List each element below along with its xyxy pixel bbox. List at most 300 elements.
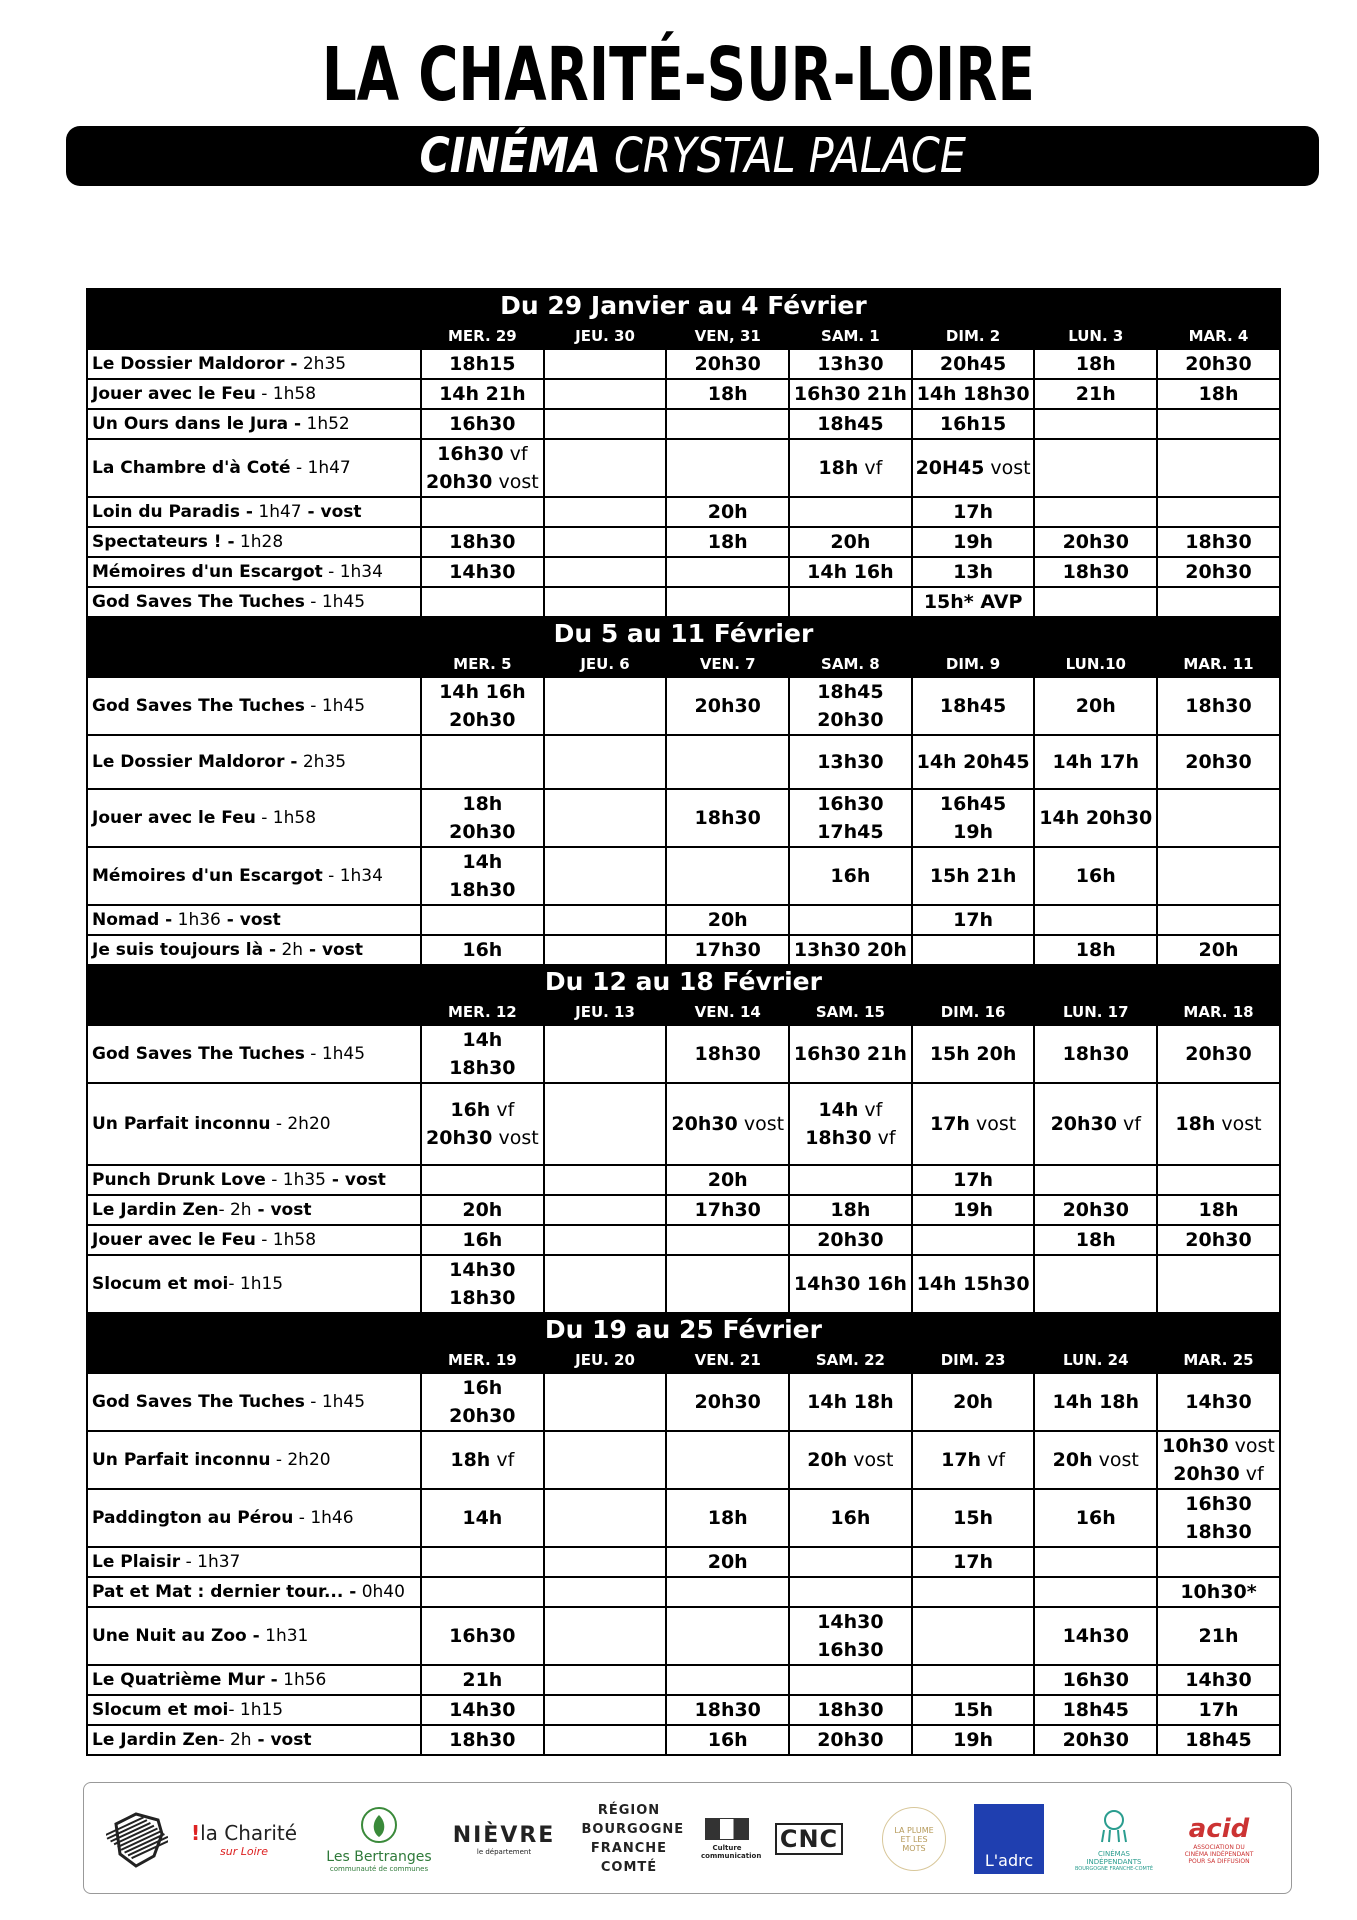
- showtime-cell: [1157, 735, 1280, 789]
- showtime: 20h30: [1050, 1113, 1117, 1135]
- showtime: 21h: [1198, 1625, 1239, 1647]
- showtime-cell: [421, 1195, 544, 1225]
- day-header: VEN, 31: [666, 323, 789, 349]
- showtime: 14h 21h: [439, 383, 526, 405]
- week-title: Du 29 Janvier au 4 Février: [87, 289, 1280, 323]
- showtime: 16h: [830, 1507, 871, 1529]
- film-title: Le Dossier Maldoror -: [92, 752, 298, 772]
- film-title-cell: [87, 1577, 421, 1607]
- showtime-cell: [912, 1431, 1035, 1489]
- showtime-line: [424, 468, 541, 496]
- film-title: Jouer avec le Feu: [92, 384, 256, 404]
- showtime: 14h30: [449, 561, 516, 583]
- showtime: 20h30: [426, 471, 493, 493]
- showtime: 14h 20h30: [1039, 807, 1153, 829]
- showtime: 20H45: [915, 457, 985, 479]
- showtime: 14h30: [1185, 1391, 1252, 1413]
- showtime-cell: [421, 557, 544, 587]
- les-bertranges-logo: [324, 1783, 434, 1895]
- showtime: 15h 21h: [929, 865, 1017, 887]
- showtime: 16h30: [817, 1639, 884, 1661]
- showtime: 20h30: [817, 1729, 884, 1751]
- showtime-cell: [912, 847, 1035, 905]
- showtime-cell: [544, 1725, 667, 1755]
- showtime-cell: [421, 1577, 544, 1607]
- showtime-cell: [912, 557, 1035, 587]
- showtime: 21h: [462, 1669, 503, 1691]
- film-row: [87, 905, 1280, 935]
- day-header: LUN. 17: [1034, 999, 1157, 1025]
- cinema-name: CRYSTAL PALACE: [600, 128, 966, 184]
- film-row: [87, 409, 1280, 439]
- showtime: 18h: [707, 1507, 748, 1529]
- film-title-cell: [87, 527, 421, 557]
- film-title-cell: [87, 439, 421, 497]
- showtime: 16h: [462, 1229, 503, 1251]
- day-header: DIM. 2: [912, 323, 1035, 349]
- showtime-cell: [912, 1725, 1035, 1755]
- showtime: 18h30: [694, 807, 761, 829]
- showtime-cell: [1157, 1607, 1280, 1665]
- showtime: 14h 18h: [1052, 1391, 1140, 1413]
- film-version: - vost: [325, 1170, 386, 1190]
- film-row: [87, 735, 1280, 789]
- film-duration: - 2h20: [270, 1450, 331, 1470]
- film-duration: 1h56: [277, 1670, 327, 1690]
- film-duration: - 1h45: [304, 1044, 366, 1064]
- day-header: DIM. 9: [912, 651, 1035, 677]
- day-header: LUN. 3: [1034, 323, 1157, 349]
- showtime-cell: [789, 1725, 912, 1755]
- film-title-cell: [87, 905, 421, 935]
- showtime-cell: [912, 1225, 1035, 1255]
- film-title: Nomad -: [92, 910, 173, 930]
- film-row: [87, 1695, 1280, 1725]
- showtime-cell: [1034, 1225, 1157, 1255]
- showtime: 17h: [953, 501, 994, 523]
- film-title: La Chambre d'à Coté: [92, 458, 291, 478]
- logo-text: CNC: [775, 1823, 843, 1855]
- showtime-cell: [912, 379, 1035, 409]
- showtime: 14h 18h30: [916, 383, 1030, 405]
- showtime-cell: [1157, 1225, 1280, 1255]
- logo-subtext: BOURGOGNE FRANCHE-COMTÉ: [1074, 1866, 1154, 1872]
- showtime-cell: [666, 677, 789, 735]
- showtime-cell: [544, 409, 667, 439]
- showtime: 18h30: [449, 531, 516, 553]
- film-duration: - 1h47: [290, 458, 351, 478]
- showtime: 20h30: [449, 1405, 516, 1427]
- film-duration: 1h31: [259, 1626, 309, 1646]
- showtime: 18h45: [817, 413, 884, 435]
- showtime-cell: [912, 527, 1035, 557]
- showtime: 16h45: [939, 793, 1007, 815]
- showtime-line: [424, 1256, 541, 1284]
- showtime-cell: [789, 379, 912, 409]
- showtime-cell: [789, 557, 912, 587]
- film-title: Une Nuit au Zoo -: [92, 1626, 260, 1646]
- film-row: [87, 1083, 1280, 1165]
- showtime: 18h: [1198, 383, 1239, 405]
- showtime-cell: [912, 1255, 1035, 1313]
- day-header: JEU. 13: [544, 999, 667, 1025]
- film-duration: - 2h: [218, 1730, 252, 1750]
- day-header: MAR. 4: [1157, 323, 1280, 349]
- showtime: 18h: [1075, 939, 1116, 961]
- showtime-cell: [1034, 789, 1157, 847]
- film-title-cell: [87, 677, 421, 735]
- showtime-line: [424, 1026, 541, 1054]
- film-duration: 1h47: [252, 502, 302, 522]
- showtime: 20h30: [671, 1113, 738, 1135]
- showtime: 15h: [953, 1507, 994, 1529]
- showtime-cell: [1034, 1695, 1157, 1725]
- day-header-row: [87, 1347, 1280, 1373]
- showtime-cell: [1157, 1547, 1280, 1577]
- showtime: 20h: [807, 1449, 848, 1471]
- film-row: [87, 847, 1280, 905]
- week-title-row: [87, 965, 1280, 999]
- showtime-cell: [912, 1665, 1035, 1695]
- showtime-cell: [421, 587, 544, 617]
- showtime-cell: [544, 1373, 667, 1431]
- film-title-cell: [87, 847, 421, 905]
- showtime: 20h30: [817, 709, 884, 731]
- showtime-cell: [912, 349, 1035, 379]
- showtime-cell: [789, 439, 912, 497]
- showtime: 13h: [953, 561, 994, 583]
- showtime: 16h: [462, 1377, 503, 1399]
- showtime: 16h30 21h: [793, 383, 907, 405]
- showtime: 20h: [1198, 939, 1239, 961]
- showtime-cell: [789, 1695, 912, 1725]
- film-row: [87, 935, 1280, 965]
- showtime-cell: [1034, 409, 1157, 439]
- showtime-cell: [421, 735, 544, 789]
- film-title-cell: [87, 1725, 421, 1755]
- showtime: 18h30: [1062, 1043, 1129, 1065]
- showtime-cell: [544, 439, 667, 497]
- showtime-cell: [544, 677, 667, 735]
- showtime-cell: [1034, 1725, 1157, 1755]
- showtime: 14h30: [1185, 1669, 1252, 1691]
- film-duration: - 2h: [218, 1200, 252, 1220]
- film-title: Un Ours dans le Jura -: [92, 414, 302, 434]
- showtime-cell: [421, 379, 544, 409]
- film-title-cell: [87, 1195, 421, 1225]
- film-title: Loin du Paradis -: [92, 502, 253, 522]
- film-title-cell: [87, 557, 421, 587]
- showtime-cell: [421, 789, 544, 847]
- film-title: Le Quatrième Mur -: [92, 1670, 278, 1690]
- film-row: [87, 557, 1280, 587]
- film-title: God Saves The Tuches: [92, 1044, 305, 1064]
- showtime: 17h30: [694, 1199, 761, 1221]
- film-title-cell: [87, 735, 421, 789]
- film-row: [87, 1607, 1280, 1665]
- logo-text: Culture communication: [701, 1844, 762, 1860]
- showtime-cell: [544, 379, 667, 409]
- showtime-cell: [666, 349, 789, 379]
- showtime-cell: [666, 1577, 789, 1607]
- showtime: 18h: [450, 1449, 491, 1471]
- showtime: 20h30: [1062, 1199, 1129, 1221]
- showtime: 15h 20h: [929, 1043, 1017, 1065]
- showtime-cell: [1157, 527, 1280, 557]
- film-row: [87, 527, 1280, 557]
- showtime-version: vost: [1092, 1449, 1139, 1471]
- film-column-header: [87, 323, 421, 349]
- showtime: 18h45: [817, 681, 884, 703]
- film-title-cell: [87, 1431, 421, 1489]
- film-duration: - 1h45: [304, 1392, 366, 1412]
- showtime-cell: [666, 497, 789, 527]
- film-title-cell: [87, 379, 421, 409]
- showtime-cell: [544, 1695, 667, 1725]
- showtime-cell: [544, 847, 667, 905]
- film-duration: - 1h45: [304, 696, 366, 716]
- showtime: 20h30: [1173, 1463, 1240, 1485]
- showtime-cell: [666, 409, 789, 439]
- showtime: 14h30: [449, 1699, 516, 1721]
- showtime: 14h: [462, 1029, 503, 1051]
- showtime: 18h30: [817, 1699, 884, 1721]
- showtime: 18h30: [449, 1057, 516, 1079]
- showtime-line: [792, 790, 909, 818]
- showtime-cell: [421, 847, 544, 905]
- showtime: 17h45: [817, 821, 884, 843]
- showtime-cell: [544, 349, 667, 379]
- showtime-cell: [421, 1165, 544, 1195]
- showtime: 14h 16h: [439, 681, 526, 703]
- logo-text: CINÉMAS INDÉPENDANTS: [1086, 1850, 1142, 1866]
- showtime-version: vf: [871, 1127, 896, 1149]
- showtime-version: vost: [847, 1449, 894, 1471]
- film-title: Paddington au Pérou: [92, 1508, 294, 1528]
- showtime: 20h: [707, 909, 748, 931]
- showtime: 20h: [462, 1199, 503, 1221]
- showtime-cell: [1157, 935, 1280, 965]
- film-duration: - 1h34: [322, 866, 383, 886]
- film-row: [87, 349, 1280, 379]
- film-title-cell: [87, 1547, 421, 1577]
- showtime: 20h: [707, 1169, 748, 1191]
- showtime-cell: [912, 439, 1035, 497]
- film-duration: - 1h58: [255, 808, 317, 828]
- showtime: 19h: [953, 1729, 994, 1751]
- showtime: 18h: [830, 1199, 871, 1221]
- showtime: 18h30: [449, 879, 516, 901]
- showtime-line: [424, 1096, 541, 1124]
- film-column-header: [87, 651, 421, 677]
- showtime-line: [424, 678, 541, 706]
- showtime-cell: [789, 1165, 912, 1195]
- showtime-cell: [1034, 527, 1157, 557]
- showtime-line: [792, 1636, 909, 1664]
- showtime-version: vf: [1239, 1463, 1264, 1485]
- day-header-row: [87, 651, 1280, 677]
- film-row: [87, 439, 1280, 497]
- showtime: 16h: [1075, 865, 1116, 887]
- showtime: 18h30: [1062, 561, 1129, 583]
- day-header: MER. 29: [421, 323, 544, 349]
- logo-text: Les Bertranges: [326, 1849, 432, 1865]
- showtime: 18h15: [449, 353, 516, 375]
- schedule-body: [87, 289, 1280, 1755]
- showtime: 14h30 16h: [793, 1273, 907, 1295]
- showtime-line: [1160, 1490, 1277, 1518]
- film-version: - vost: [301, 502, 362, 522]
- showtime-cell: [1157, 789, 1280, 847]
- showtime-cell: [789, 1225, 912, 1255]
- showtime: 15h: [953, 1699, 994, 1721]
- showtime-cell: [1157, 1255, 1280, 1313]
- film-duration: - 1h15: [228, 1274, 284, 1294]
- day-header: DIM. 16: [912, 999, 1035, 1025]
- showtime: 17h: [1198, 1699, 1239, 1721]
- film-row: [87, 1025, 1280, 1083]
- showtime: 17h: [941, 1449, 982, 1471]
- logo-subtext: communauté de communes: [329, 1865, 429, 1873]
- film-row: [87, 587, 1280, 617]
- showtime: 18h30: [694, 1043, 761, 1065]
- showtime-line: [792, 678, 909, 706]
- showtime-cell: [1034, 557, 1157, 587]
- showtime-cell: [1034, 847, 1157, 905]
- showtime-line: [424, 790, 541, 818]
- showtime-cell: [1034, 1665, 1157, 1695]
- showtime-cell: [789, 735, 912, 789]
- showtime-cell: [912, 935, 1035, 965]
- showtime-version: vf: [858, 457, 883, 479]
- cinema-label: CINÉMA: [419, 128, 601, 184]
- film-row: [87, 1725, 1280, 1755]
- film-row: [87, 497, 1280, 527]
- week-title: Du 5 au 11 Février: [87, 617, 1280, 651]
- day-header: DIM. 23: [912, 1347, 1035, 1373]
- showtime-cell: [789, 1665, 912, 1695]
- film-title-cell: [87, 1255, 421, 1313]
- showtime-cell: [789, 847, 912, 905]
- showtime-cell: [789, 1489, 912, 1547]
- showtime-cell: [1157, 1577, 1280, 1607]
- showtime: 20h30: [1185, 353, 1252, 375]
- showtime-cell: [421, 677, 544, 735]
- showtime-line: [792, 1608, 909, 1636]
- showtime: 20h: [953, 1391, 994, 1413]
- showtime-cell: [666, 905, 789, 935]
- showtime-cell: [544, 1607, 667, 1665]
- showtime-cell: [421, 349, 544, 379]
- film-title-cell: [87, 1025, 421, 1083]
- film-duration: - 1h35: [265, 1170, 326, 1190]
- showtime-cell: [544, 1225, 667, 1255]
- showtime: 15h* AVP: [923, 591, 1023, 613]
- film-title-cell: [87, 1083, 421, 1165]
- film-version: - vost: [251, 1200, 312, 1220]
- showtime: 14h: [462, 851, 503, 873]
- film-duration: - 1h46: [293, 1508, 354, 1528]
- showtime-cell: [1034, 935, 1157, 965]
- showtime-cell: [1157, 1195, 1280, 1225]
- showtime-version: vost: [969, 1113, 1017, 1135]
- showtime-cell: [789, 677, 912, 735]
- showtime: 20h: [1075, 695, 1116, 717]
- showtime: 19h: [953, 1199, 994, 1221]
- logo-text: la Charité: [200, 1820, 298, 1845]
- film-title-cell: [87, 1489, 421, 1547]
- showtime-cell: [666, 1083, 789, 1165]
- showtime-cell: [666, 1695, 789, 1725]
- showtime: 14h30: [1062, 1625, 1129, 1647]
- nievre-logo: [444, 1783, 564, 1895]
- film-duration: 1h36: [172, 910, 221, 930]
- day-header: SAM. 1: [789, 323, 912, 349]
- showtime: 13h30: [817, 353, 884, 375]
- film-row: [87, 1195, 1280, 1225]
- showtime-line: [424, 1374, 541, 1402]
- showtime: 18h: [1198, 1199, 1239, 1221]
- film-duration: 0h40: [356, 1582, 405, 1602]
- showtime-cell: [789, 1255, 912, 1313]
- day-header: MAR. 25: [1157, 1347, 1280, 1373]
- film-title: Spectateurs ! -: [92, 532, 235, 552]
- showtime-cell: [1157, 1373, 1280, 1431]
- showtime: 14h 20h45: [916, 751, 1030, 773]
- showtime-cell: [544, 587, 667, 617]
- film-row: [87, 379, 1280, 409]
- showtime: 18h30: [449, 1287, 516, 1309]
- showtime-cell: [1157, 1725, 1280, 1755]
- showtime: 19h: [953, 821, 994, 843]
- showtime: 16h: [707, 1729, 748, 1751]
- showtime-cell: [666, 1489, 789, 1547]
- showtime-cell: [789, 905, 912, 935]
- showtime: 16h30: [449, 413, 516, 435]
- showtime-cell: [789, 587, 912, 617]
- showtime-cell: [421, 1431, 544, 1489]
- showtime-cell: [1034, 1607, 1157, 1665]
- day-header-row: [87, 323, 1280, 349]
- la-plume-logo: [874, 1783, 954, 1895]
- showtime: 18h45: [1185, 1729, 1252, 1751]
- showtime: 16h15: [939, 413, 1007, 435]
- day-header: VEN. 7: [666, 651, 789, 677]
- film-title-cell: [87, 789, 421, 847]
- film-duration: - 1h45: [304, 592, 366, 612]
- showtime-cell: [544, 1195, 667, 1225]
- film-title: God Saves The Tuches: [92, 592, 305, 612]
- film-title: Mémoires d'un Escargot: [92, 562, 323, 582]
- cnc-logo: [774, 1783, 844, 1895]
- showtime-cell: [1034, 1165, 1157, 1195]
- film-column-header: [87, 999, 421, 1025]
- showtime-cell: [912, 1195, 1035, 1225]
- film-title: Le Plaisir: [92, 1552, 181, 1572]
- showtime-cell: [912, 735, 1035, 789]
- showtime-cell: [789, 1373, 912, 1431]
- showtime: 14h30: [817, 1611, 884, 1633]
- showtime-cell: [421, 439, 544, 497]
- showtime: 13h30: [817, 751, 884, 773]
- showtime: 20h: [830, 531, 871, 553]
- showtime: 20h30: [1185, 751, 1252, 773]
- showtime-cell: [544, 1547, 667, 1577]
- logo-subtext: le département: [476, 1847, 532, 1856]
- showtime-cell: [912, 1373, 1035, 1431]
- film-row: [87, 1165, 1280, 1195]
- showtime-cell: [1034, 497, 1157, 527]
